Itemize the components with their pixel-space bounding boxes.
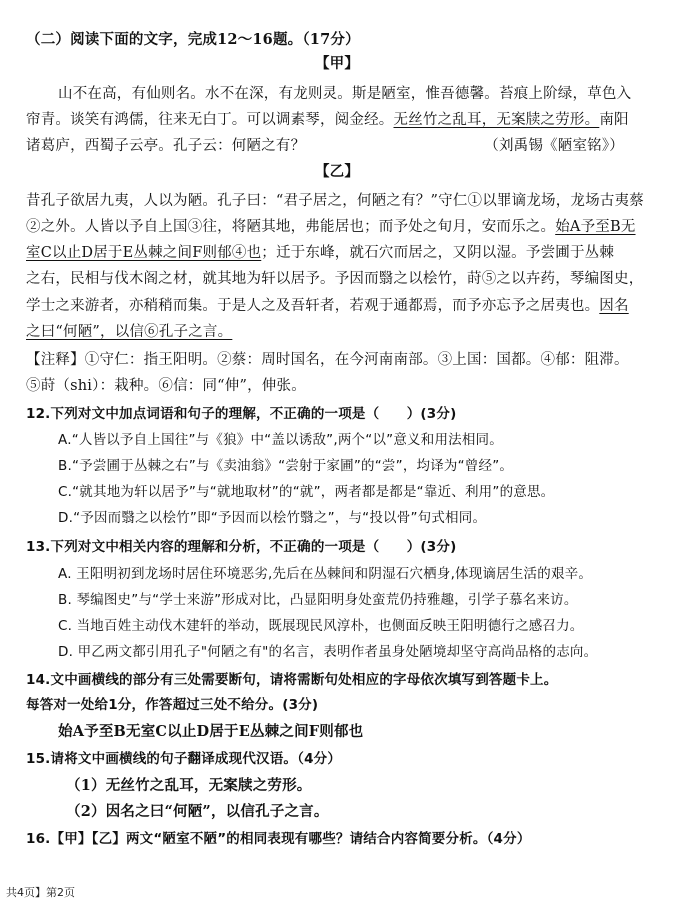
yi-heading: 【乙】 xyxy=(314,163,360,180)
yi-line-3: 室C以止D居于E丛棘之间F则郁④也；迁于东峰，就石穴而居之，又阴以湿。予尝圃于丛棘 xyxy=(26,245,615,261)
jia-line-1: 山不在高，有仙则名。水不在深，有龙则灵。斯是陋室，惟吾德馨。苔痕上阶绿，草色入 xyxy=(58,86,632,102)
q12-option-a: A.“人皆以予自上国往”与《狼》中“盖以诱敌”,两个“以”意义和用法相同。 xyxy=(58,432,503,448)
yi-underlined-part-2: 室C以止D居于E丛棘之间F则郁④也 xyxy=(26,245,262,261)
question-12: 12.下列对文中加点词语和句子的理解，不正确的一项是（ ）(3分) xyxy=(26,406,457,422)
jia-line-2: 帘青。谈笑有鸿儒，往来无白丁。可以调素琴，阅金经。无丝竹之乱耳，无案牍之劳形。南阳 xyxy=(26,112,629,128)
question-14-line-1: 14.文中画横线的部分有三处需要断句，请将需断句处相应的字母依次填写到答题卡上。 xyxy=(26,672,558,688)
q12-option-d: D.“予因而翳之以桧竹”即“予因而以桧竹翳之”，与“投以骨”句式相同。 xyxy=(58,510,487,526)
question-14-line-2: 每答对一处给1分，作答超过三处不给分。(3分) xyxy=(26,697,319,713)
q13-option-d: D. 甲乙两文都引用孔子"何陋之有"的名言，表明作者虽身处陋境却坚守高尚品格的志向。 xyxy=(58,644,598,660)
q13-option-c: C. 当地百姓主动伐木建轩的举动，既展现民风淳朴，也侧面反映王阳明德行之感召力。 xyxy=(58,618,584,634)
question-15: 15.请将文中画横线的句子翻译成现代汉语。（4分） xyxy=(26,751,342,767)
q13-option-b: B. 琴编图史”与“学士来游”形成对比，凸显阳明身处蛮荒仍持雅趣，引学子慕名来访。 xyxy=(58,592,578,608)
yi-line-2: ②之外。人皆以予自上国③往，将陋其地，弗能居也；而予处之旬月，安而乐之。始A予至B无 xyxy=(26,219,636,235)
jia-heading: 【甲】 xyxy=(314,55,360,72)
question-13: 13.下列对文中相关内容的理解和分析，不正确的一项是（ ）(3分) xyxy=(26,539,457,555)
q12-option-b: B.“予尝圃于丛棘之右”与《卖油翁》“尝射于家圃”的“尝”，均译为“曾经”。 xyxy=(58,458,514,474)
q13-option-a: A. 王阳明初到龙场时居住环境恶劣,先后在丛棘间和阴湿石穴栖身,体现谪居生活的艰辛。 xyxy=(58,566,593,582)
section-title: （二）阅读下面的文字，完成12～16题。（17分） xyxy=(26,31,360,48)
notes-line-2: ⑤莳（shi）：栽种。⑥信：同“伸”，伸张。 xyxy=(26,378,306,394)
jia-author: （刘禹锡《陋室铭》） xyxy=(484,138,624,154)
notes-line-1: 【注释】①守仁：指王阳明。②蔡：周时国名，在今河南南部。③上国：国都。④郁：阻滞。 xyxy=(26,352,629,368)
yi-line-1: 昔孔子欲居九夷，人以为陋。孔子曰：“君子居之，何陋之有？”守仁①以罪谪龙场，龙场古夷蔡 xyxy=(26,193,644,209)
page-footer: 共4页】第2页 xyxy=(6,886,75,899)
jia-underlined-sentence: 无丝竹之乱耳，无案牍之劳形。 xyxy=(393,112,600,128)
yi-underlined-part-1: 始A予至B无 xyxy=(555,219,636,235)
q15-item-1: （1）无丝竹之乱耳，无案牍之劳形。 xyxy=(66,777,312,794)
q14-sentence: 始A予至B无室C以止D居于E丛棘之间F则郁也 xyxy=(58,723,364,740)
yi-line-4: 之右，民相与伐木阁之材，就其地为轩以居予。予因而翳之以桧竹，莳⑤之以卉药，琴编图史， xyxy=(26,271,644,287)
yi-underlined-part-4: 之曰“何陋”，以信⑥孔子之言。 xyxy=(26,324,233,340)
q12-option-c: C.“就其地为轩以居予”与“就地取材”的“就”，两者都是都是“靠近、利用”的意思。 xyxy=(58,484,555,500)
yi-underlined-part-3: 因名 xyxy=(599,298,629,314)
question-16: 16.【甲】【乙】两文“陋室不陋”的相同表现有哪些？请结合内容简要分析。（4分） xyxy=(26,831,531,847)
q15-item-2: （2）因名之曰“何陋”，以信孔子之言。 xyxy=(66,803,329,820)
yi-line-6 xyxy=(26,322,650,342)
jia-line-3: 诸葛庐，西蜀子云亭。孔子云：何陋之有？ （刘禹锡《陋室铭》） xyxy=(26,138,624,154)
yi-line-5: 学士之来游者，亦稍稍而集。于是人之及吾轩者，若观于通都焉，而予亦忘予之居夷也。因名 xyxy=(26,298,629,314)
